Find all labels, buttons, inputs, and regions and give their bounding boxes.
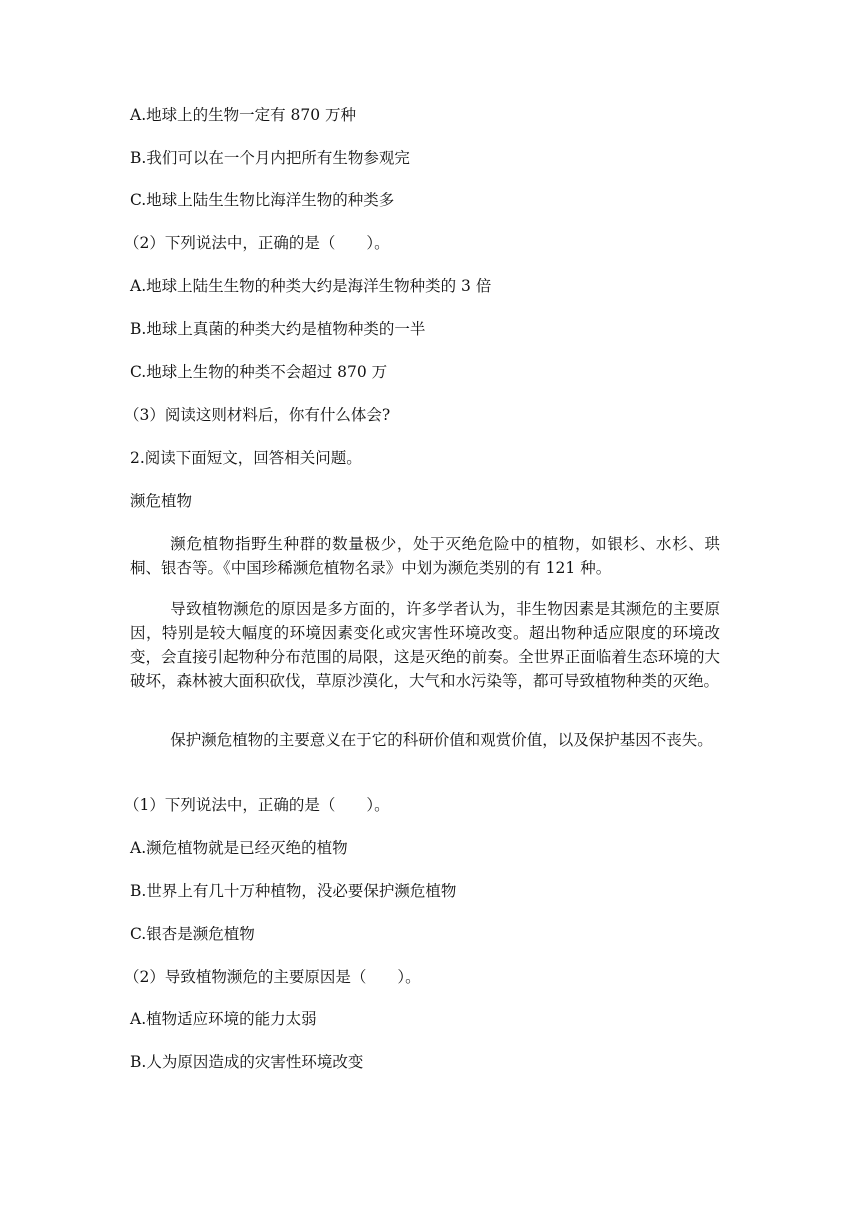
option-a: A.地球上的生物一定有 870 万种 — [130, 106, 357, 124]
option-b: B.世界上有几十万种植物，没必要保护濒危植物 — [130, 882, 457, 900]
option-a: A.濒危植物就是已经灭绝的植物 — [130, 839, 348, 857]
option-b: B.地球上真菌的种类大约是植物种类的一半 — [130, 320, 426, 338]
option-c: C.银杏是濒危植物 — [130, 925, 255, 943]
question-stem: （3）阅读这则材料后，你有什么体会? — [124, 406, 391, 424]
option-a: A.植物适应环境的能力太弱 — [130, 1010, 317, 1028]
article-paragraph: 导致植物濒危的原因是多方面的，许多学者认为，非生物因素是其濒危的主要原因，特别是较大幅度的环境因素变化或灾害性环境改变。超出物种适应限度的环境改变，会直接引起物种分布范围的局限，这是灭绝的前奏。全世界正面临着生态环境的大破坏，森林被大面积砍伐，草原沙漠化，大气和水污染等，都可导致植物种类的灭绝。 — [130, 600, 720, 690]
section-heading: 2.阅读下面短文，回答相关问题。 — [130, 449, 362, 467]
question-stem: （2）下列说法中，正确的是（ ）。 — [124, 234, 390, 252]
question-stem: （2）导致植物濒危的主要原因是（ ）。 — [124, 968, 421, 986]
article-title: 濒危植物 — [130, 492, 193, 510]
option-b: B.人为原因造成的灾害性环境改变 — [130, 1053, 364, 1071]
option-b: B.我们可以在一个月内把所有生物参观完 — [130, 149, 410, 167]
option-a: A.地球上陆生生物的种类大约是海洋生物种类的 3 倍 — [130, 277, 492, 295]
article-paragraph: 濒危植物指野生种群的数量极少，处于灭绝危险中的植物，如银杉、水杉、珙桐、银杏等。《中国珍稀濒危植物名录》中划为濒危类别的有 121 种。 — [130, 535, 720, 577]
article-paragraph: 保护濒危植物的主要意义在于它的科研价值和观赏价值，以及保护基因不丧失。 — [170, 731, 713, 749]
option-c: C.地球上陆生生物比海洋生物的种类多 — [130, 191, 395, 209]
option-c: C.地球上生物的种类不会超过 870 万 — [130, 363, 388, 381]
question-stem: （1）下列说法中，正确的是（ ）。 — [124, 796, 390, 814]
